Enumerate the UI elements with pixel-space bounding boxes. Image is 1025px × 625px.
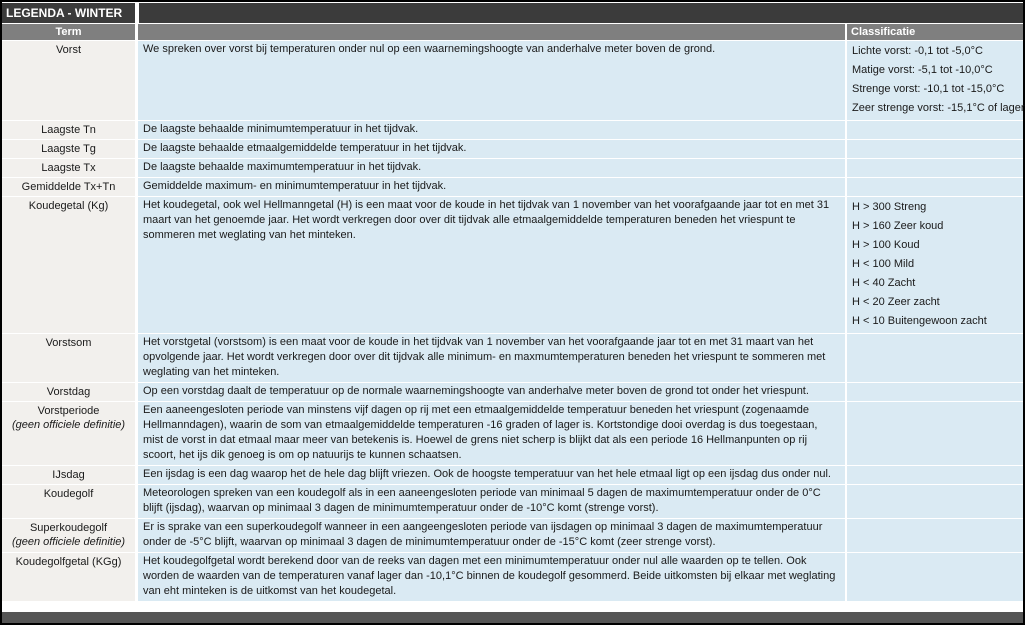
- term-cell: [2, 140, 135, 158]
- column-header-row: [2, 24, 1023, 40]
- table-row: [2, 334, 1023, 382]
- classification-cell: [847, 41, 1023, 120]
- column-header-term: Term: [2, 24, 135, 40]
- description-cell: Het koudegolfgetal wordt berekend door van de reeks van dagen met een minimumtemperatuur onder nul alle waarden op te tellen. Ook worden de waarden van de temperaturen vanaf lager dan -10,1°C binnen de koudegolf gesommerd. Beide uitkomsten bij elkaar met weglating van eht minteken is de uitkomst van het koudegetal.: [138, 553, 845, 601]
- classification-cell: [847, 519, 1023, 552]
- classification-cell: [847, 402, 1023, 465]
- term-cell: [2, 197, 135, 333]
- description-cell: Op een vorstdag daalt de temperatuur op de normale waarnemingshoogte van anderhalve meter boven de grond tot onder het vriespunt.: [138, 383, 845, 401]
- classification-cell: [847, 140, 1023, 158]
- term-label: Vorstsom: [45, 337, 92, 349]
- table-row: [2, 402, 1023, 465]
- description-cell: Het koudegetal, ook wel Hellmanngetal (H) is een maat voor de koude in het tijdvak van 1 november van het voorafgaande jaar tot en met 31 maart van het genoemde jaar. Het wordt verkregen door over dit tijdvak alle etmaalgemiddelde temperaturen beneden het vriespunt te sommeren met weglating van het minteken.: [138, 197, 845, 333]
- term-cell: [2, 553, 135, 601]
- term-label: Vorst: [55, 44, 82, 56]
- term-cell: [2, 485, 135, 518]
- table-row: [2, 197, 1023, 333]
- term-label: Koudegolfgetal (KGg): [15, 556, 122, 568]
- table-row: [2, 466, 1023, 484]
- term-label: IJsdag: [52, 469, 85, 481]
- term-label: Vorstperiode: [37, 405, 100, 417]
- term-label: Laagste Tg: [41, 143, 96, 155]
- description-cell: De laagste behaalde maximumtemperatuur in het tijdvak.: [138, 159, 845, 177]
- classification-cell: [847, 383, 1023, 401]
- term-label: Koudegolf: [43, 488, 94, 500]
- term-cell: [2, 41, 135, 120]
- description-cell: Een ijsdag is een dag waarop het de hele dag blijft vriezen. Ook de hoogste temperatuur van het hele etmaal ligt op een ijsdag dus onder nul.: [138, 466, 845, 484]
- table-row: [2, 485, 1023, 518]
- classification-line: H > 300 Streng: [852, 201, 927, 213]
- table-row: [2, 41, 1023, 120]
- classification-line: Lichte vorst: -0,1 tot -5,0°C: [852, 45, 983, 57]
- term-cell: [2, 334, 135, 382]
- table-row: [2, 519, 1023, 552]
- term-cell: [2, 383, 135, 401]
- table-title-spacer: [139, 3, 1023, 23]
- classification-cell: [847, 466, 1023, 484]
- table-row: [2, 553, 1023, 601]
- column-header-description: [138, 24, 845, 40]
- term-label: Laagste Tx: [41, 162, 96, 174]
- term-label: Koudegetal (Kg): [28, 200, 109, 212]
- term-cell: [2, 121, 135, 139]
- description-cell: Meteorologen spreken van een koudegolf als in een aaneengesloten periode van minimaal 5 dagen de maximumtemperatuur onder de 0°C blijft (ijsdag), waarvan op minimaal 3 dagen de minimumtemperatuur onder de -10°C komt (strenge vorst).: [138, 485, 845, 518]
- description-cell: Gemiddelde maximum- en minimumtemperatuur in het tijdvak.: [138, 178, 845, 196]
- classification-cell: [847, 553, 1023, 601]
- table-title: LEGENDA - WINTER: [2, 3, 135, 23]
- classification-cell: [847, 121, 1023, 139]
- term-cell: [2, 466, 135, 484]
- classification-line: H < 20 Zeer zacht: [852, 296, 940, 308]
- classification-line: Strenge vorst: -10,1 tot -15,0°C: [852, 83, 1005, 95]
- term-note: (geen officiele definitie): [11, 419, 126, 431]
- description-cell: De laagste behaalde etmaalgemiddelde temperatuur in het tijdvak.: [138, 140, 845, 158]
- term-label: Laagste Tn: [41, 124, 96, 136]
- classification-line: Zeer strenge vorst: -15,1°C of lager: [852, 102, 1025, 114]
- classification-cell: [847, 178, 1023, 196]
- term-label: Gemiddelde Tx+Tn: [21, 181, 116, 193]
- term-cell: [2, 159, 135, 177]
- classification-cell: [847, 197, 1023, 333]
- description-cell: Een aaneengesloten periode van minstens vijf dagen op rij met een etmaalgemiddelde temperatuur beneden het vriespunt (zogenaamde Hellmanndagen), waarin de som van etmaalgemiddelde temperaturen -16 graden of lager is. Kortstondige dooi overdag is dus toegestaan, mist de vorst in dat etmaal maar meer van betekenis is. Hoewel de grens niet scherp is blijkt dat als een periode 16 Hellmanpunten op rij scoort, het ijs dik genoeg is om op natuurijs te kunnen schaatsen.: [138, 402, 845, 465]
- term-cell: [2, 402, 135, 465]
- table-footer-bar: [2, 612, 1023, 623]
- term-cell: [2, 519, 135, 552]
- term-label: Superkoudegolf: [29, 522, 108, 534]
- table-body: [2, 41, 1023, 602]
- table-row: [2, 383, 1023, 401]
- classification-line: H > 100 Koud: [852, 239, 920, 251]
- classification-cell: [847, 485, 1023, 518]
- classification-line: H > 160 Zeer koud: [852, 220, 944, 232]
- table-row: [2, 140, 1023, 158]
- classification-cell: [847, 334, 1023, 382]
- description-cell: Er is sprake van een superkoudegolf wanneer in een aangeengesloten periode van ijsdagen op minimaal 3 dagen de maximumtemperatuur onder de -5°C blijft, waarvan op minimaal 3 dagen de minimumtemperatuur onder de -15°C komt (zeer strenge vorst).: [138, 519, 845, 552]
- description-cell: We spreken over vorst bij temperaturen onder nul op een waarnemingshoogte van anderhalve meter boven de grond.: [138, 41, 845, 120]
- table-row: [2, 159, 1023, 177]
- term-note: (geen officiele definitie): [11, 536, 126, 548]
- classification-line: H < 10 Buitengewoon zacht: [852, 315, 987, 327]
- term-cell: [2, 178, 135, 196]
- column-header-classification: Classificatie: [847, 24, 1023, 40]
- table-row: [2, 121, 1023, 139]
- term-label: Vorstdag: [46, 386, 91, 398]
- table-row: [2, 178, 1023, 196]
- classification-cell: [847, 159, 1023, 177]
- description-cell: Het vorstgetal (vorstsom) is een maat voor de koude in het tijdvak van 1 november van het voorafgaande jaar tot en met 31 maart van het opvolgende jaar. Het wordt verkregen door over dit tijdvak alle minimum- en maxmumtemperaturen beneden het vriespunt te sommeren met weglating van het minteken.: [138, 334, 845, 382]
- classification-line: Matige vorst: -5,1 tot -10,0°C: [852, 64, 993, 76]
- description-cell: De laagste behaalde minimumtemperatuur in het tijdvak.: [138, 121, 845, 139]
- classification-line: H < 40 Zacht: [852, 277, 916, 289]
- classification-line: H < 100 Mild: [852, 258, 915, 270]
- table-title-row: [2, 3, 1023, 23]
